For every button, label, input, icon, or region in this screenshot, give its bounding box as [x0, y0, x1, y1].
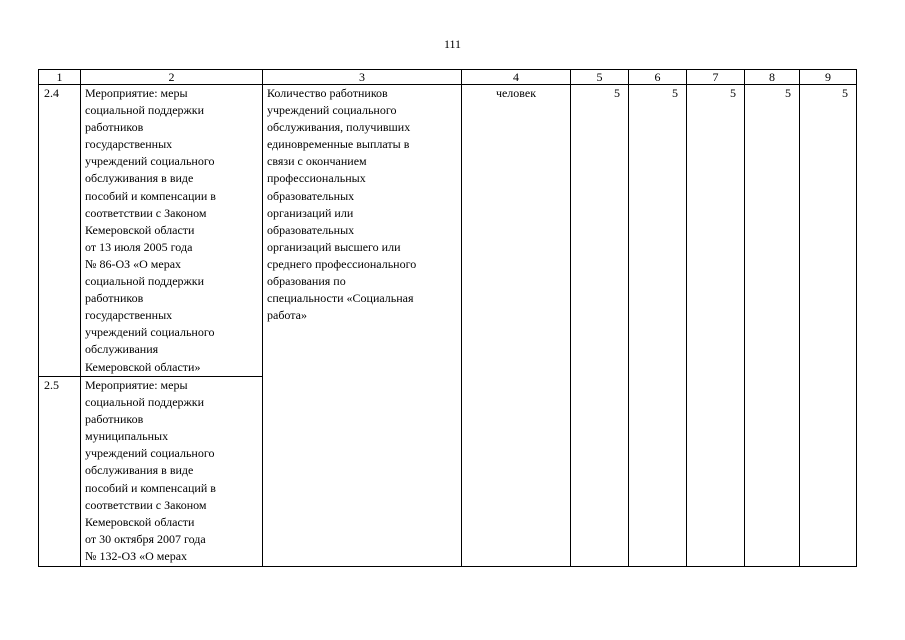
column-number-7: 7	[687, 70, 745, 85]
column-number-6: 6	[629, 70, 687, 85]
value-col-8: 5	[745, 85, 800, 567]
indicator-description: Количество работников учреждений социального обслуживания, получивших единовременные выплаты в связи с окончанием профессиональных образовательных организаций или образовательных организаций высшего или среднего профессионального образования по специальности «Социальная работа»	[263, 85, 462, 567]
value-col-6: 5	[629, 85, 687, 567]
unit-of-measure: человек	[462, 85, 571, 567]
value-col-5: 5	[571, 85, 629, 567]
column-number-3: 3	[263, 70, 462, 85]
column-number-5: 5	[571, 70, 629, 85]
indicators-table	[38, 69, 857, 567]
value-col-7: 5	[687, 85, 745, 567]
column-number-4: 4	[462, 70, 571, 85]
column-number-8: 8	[745, 70, 800, 85]
column-number-1: 1	[39, 70, 81, 85]
page-number: 111	[443, 37, 462, 51]
column-number-9: 9	[800, 70, 857, 85]
row-number: 2.5	[39, 377, 81, 567]
value-col-9: 5	[800, 85, 857, 567]
measure-description: Мероприятие: меры социальной поддержки работников государственных учреждений социального обслуживания в виде пособий и компенсации в соответствии с Законом Кемеровской области от 13 июля 2005 года № 86-ОЗ «О мерах социальной поддержки работников государственных учреждений социального обслуживания Кемеровской области»	[81, 85, 263, 377]
row-number: 2.4	[39, 85, 81, 377]
table-row	[39, 85, 857, 377]
column-number-row	[39, 70, 857, 85]
measure-description: Мероприятие: меры социальной поддержки работников муниципальных учреждений социального обслуживания в виде пособий и компенсаций в соответствии с Законом Кемеровской области от 30 октября 2007 года № 132-ОЗ «О мерах	[81, 377, 263, 567]
column-number-2: 2	[81, 70, 263, 85]
